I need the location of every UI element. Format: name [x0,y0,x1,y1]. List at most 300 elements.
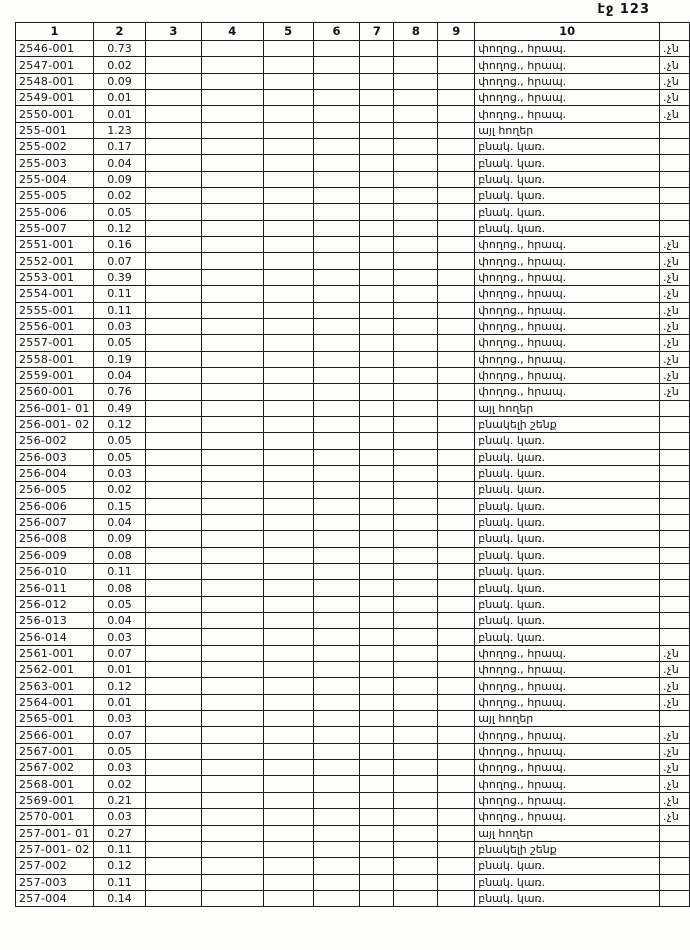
cell-empty-4 [201,318,263,334]
cell-empty-4 [201,253,263,269]
cell-empty-9 [438,122,475,138]
cell-note: բնակ. կառ. [475,465,660,481]
cell-empty-6 [313,41,360,57]
table-row [16,139,690,155]
cell-value: 0.09 [93,73,145,89]
cell-value: 0.02 [93,776,145,792]
cell-empty-9 [438,90,475,106]
cell-value: 0.08 [93,580,145,596]
table-row [16,106,690,122]
cell-empty-6 [313,220,360,236]
cell-empty-4 [201,41,263,57]
cell-note: փողոց., հրապ. [475,335,660,351]
table-row [16,384,690,400]
margin-annotation: .չն [659,645,689,661]
cell-value: 0.12 [93,858,145,874]
cell-empty-8 [394,465,438,481]
cell-empty-9 [438,269,475,285]
cell-empty-7 [360,384,394,400]
cell-empty-5 [263,743,313,759]
cell-empty-3 [145,596,201,612]
cell-empty-5 [263,564,313,580]
table-row [16,776,690,792]
cell-note: բնակելի շենք [475,841,660,857]
cell-empty-7 [360,204,394,220]
cell-code: 255-002 [16,139,94,155]
cell-value: 0.15 [93,498,145,514]
cell-note: բնակ. կառ. [475,433,660,449]
cell-empty-8 [394,139,438,155]
cell-value: 0.01 [93,662,145,678]
cell-empty-8 [394,531,438,547]
cell-empty-5 [263,825,313,841]
cell-empty-6 [313,498,360,514]
cell-code: 256-013 [16,613,94,629]
cell-empty-9 [438,858,475,874]
cell-empty-6 [313,416,360,432]
table-row [16,694,690,710]
table-row [16,890,690,906]
margin-annotation [659,580,689,596]
margin-annotation [659,122,689,138]
cell-empty-7 [360,482,394,498]
cell-empty-9 [438,727,475,743]
margin-annotation [659,400,689,416]
cell-empty-7 [360,645,394,661]
cell-empty-6 [313,433,360,449]
cell-empty-3 [145,727,201,743]
cell-code: 256-005 [16,482,94,498]
cell-empty-9 [438,776,475,792]
margin-annotation: .չն [659,760,689,776]
cell-code: 255-007 [16,220,94,236]
cell-empty-8 [394,743,438,759]
cell-empty-4 [201,122,263,138]
cell-empty-6 [313,874,360,890]
cell-note: փողոց., հրապ. [475,678,660,694]
cell-empty-7 [360,727,394,743]
margin-annotation [659,596,689,612]
cell-empty-8 [394,662,438,678]
table-row [16,645,690,661]
cell-code: 256-012 [16,596,94,612]
cell-value: 0.05 [93,433,145,449]
cell-empty-4 [201,596,263,612]
cell-empty-8 [394,220,438,236]
cell-empty-3 [145,825,201,841]
cell-empty-6 [313,792,360,808]
cell-value: 0.12 [93,220,145,236]
table-row [16,269,690,285]
cell-empty-6 [313,367,360,383]
cell-empty-4 [201,286,263,302]
cell-empty-9 [438,433,475,449]
cell-code: 257-003 [16,874,94,890]
cell-empty-8 [394,286,438,302]
margin-annotation [659,825,689,841]
cell-empty-8 [394,318,438,334]
cell-empty-8 [394,825,438,841]
cell-empty-3 [145,384,201,400]
cell-empty-5 [263,874,313,890]
cell-code: 255-005 [16,188,94,204]
margin-annotation [659,171,689,187]
cell-empty-7 [360,874,394,890]
cell-empty-6 [313,269,360,285]
cell-note: բնակ. կառ. [475,858,660,874]
cell-empty-6 [313,73,360,89]
cell-empty-5 [263,204,313,220]
cell-empty-4 [201,514,263,530]
cell-empty-5 [263,760,313,776]
cell-empty-9 [438,678,475,694]
cell-value: 0.12 [93,416,145,432]
cell-empty-4 [201,416,263,432]
table-row [16,416,690,432]
cell-empty-3 [145,580,201,596]
cell-empty-9 [438,890,475,906]
cell-note: փողոց., հրապ. [475,743,660,759]
cell-empty-6 [313,858,360,874]
table-row [16,122,690,138]
cell-empty-5 [263,547,313,563]
cell-note: բնակ. կառ. [475,580,660,596]
cell-empty-7 [360,825,394,841]
margin-annotation [659,547,689,563]
cell-value: 0.03 [93,711,145,727]
cell-empty-6 [313,155,360,171]
cell-empty-5 [263,809,313,825]
cell-value: 0.02 [93,482,145,498]
margin-annotation: .չն [659,106,689,122]
cell-empty-5 [263,139,313,155]
cell-empty-5 [263,498,313,514]
cell-empty-8 [394,302,438,318]
cell-empty-4 [201,727,263,743]
cell-empty-4 [201,449,263,465]
cell-empty-6 [313,188,360,204]
cell-empty-7 [360,367,394,383]
cell-empty-8 [394,335,438,351]
table-row [16,57,690,73]
cell-value: 0.11 [93,564,145,580]
cell-empty-7 [360,678,394,694]
cell-empty-3 [145,253,201,269]
cell-empty-7 [360,760,394,776]
margin-annotation [659,858,689,874]
table-row [16,302,690,318]
cell-code: 256-014 [16,629,94,645]
cell-empty-4 [201,792,263,808]
cell-empty-7 [360,858,394,874]
table-row [16,564,690,580]
cell-value: 0.16 [93,237,145,253]
cell-empty-5 [263,416,313,432]
cell-value: 0.04 [93,155,145,171]
cell-empty-7 [360,400,394,416]
cell-value: 0.02 [93,57,145,73]
cell-empty-8 [394,858,438,874]
cell-empty-5 [263,645,313,661]
cell-empty-5 [263,514,313,530]
table-row [16,760,690,776]
cell-value: 0.05 [93,449,145,465]
cell-empty-4 [201,694,263,710]
cell-code: 2567-001 [16,743,94,759]
cell-empty-4 [201,841,263,857]
margin-annotation [659,416,689,432]
cell-empty-7 [360,286,394,302]
cell-empty-7 [360,106,394,122]
cell-code: 2570-001 [16,809,94,825]
cell-empty-5 [263,858,313,874]
cell-value: 0.07 [93,253,145,269]
cell-value: 0.09 [93,531,145,547]
cell-empty-3 [145,351,201,367]
cell-empty-4 [201,580,263,596]
cell-empty-5 [263,580,313,596]
cell-empty-3 [145,629,201,645]
cell-empty-4 [201,776,263,792]
table-row [16,449,690,465]
cell-empty-7 [360,498,394,514]
cell-empty-3 [145,171,201,187]
cell-empty-3 [145,106,201,122]
cell-empty-4 [201,73,263,89]
cell-empty-4 [201,858,263,874]
cell-empty-9 [438,73,475,89]
margin-annotation [659,188,689,204]
table-row [16,318,690,334]
cell-empty-3 [145,416,201,432]
margin-annotation [659,711,689,727]
cell-empty-3 [145,433,201,449]
cell-empty-9 [438,482,475,498]
cell-note: բնակ. կառ. [475,514,660,530]
cell-empty-5 [263,678,313,694]
cell-empty-5 [263,596,313,612]
margin-annotation: .չն [659,367,689,383]
cell-note: բնակ. կառ. [475,874,660,890]
margin-annotation: .չն [659,743,689,759]
page-number-label: էջ 123 [597,2,650,17]
cell-empty-7 [360,662,394,678]
cell-code: 255-001 [16,122,94,138]
cell-note: բնակ. կառ. [475,596,660,612]
cell-empty-9 [438,465,475,481]
cell-note: այլ հողեր [475,825,660,841]
margin-annotation [659,449,689,465]
cell-empty-5 [263,220,313,236]
cell-empty-6 [313,613,360,629]
cell-code: 2565-001 [16,711,94,727]
table-row [16,41,690,57]
cell-empty-3 [145,841,201,857]
table-row [16,678,690,694]
cell-empty-5 [263,433,313,449]
cell-empty-8 [394,547,438,563]
cell-code: 257-002 [16,858,94,874]
cell-value: 0.73 [93,41,145,57]
cell-note: բնակ. կառ. [475,564,660,580]
cell-empty-3 [145,286,201,302]
cell-empty-8 [394,564,438,580]
cell-code: 256-010 [16,564,94,580]
cell-empty-5 [263,122,313,138]
cell-empty-6 [313,841,360,857]
cell-empty-9 [438,514,475,530]
cell-empty-3 [145,482,201,498]
margin-annotation: .չն [659,335,689,351]
cell-empty-9 [438,155,475,171]
margin-annotation [659,613,689,629]
cell-empty-3 [145,743,201,759]
column-header-2: 2 [93,23,145,41]
cell-empty-6 [313,237,360,253]
cell-empty-7 [360,220,394,236]
cell-empty-7 [360,629,394,645]
cell-note: բնակ. կառ. [475,155,660,171]
cell-empty-8 [394,694,438,710]
cell-code: 2555-001 [16,302,94,318]
cell-empty-7 [360,57,394,73]
cell-empty-9 [438,302,475,318]
cell-code: 255-003 [16,155,94,171]
cell-empty-7 [360,449,394,465]
cell-note: փողոց., հրապ. [475,90,660,106]
cell-code: 2563-001 [16,678,94,694]
cell-empty-7 [360,433,394,449]
cell-note: փողոց., հրապ. [475,351,660,367]
margin-annotation [659,433,689,449]
table-row [16,204,690,220]
cell-empty-8 [394,760,438,776]
cell-empty-4 [201,890,263,906]
cell-note: փողոց., հրապ. [475,384,660,400]
cell-empty-4 [201,269,263,285]
margin-annotation: .չն [659,57,689,73]
cell-empty-3 [145,318,201,334]
table-row [16,482,690,498]
cell-value: 0.11 [93,841,145,857]
cell-empty-9 [438,318,475,334]
cell-empty-4 [201,106,263,122]
cell-value: 0.11 [93,286,145,302]
cell-value: 0.14 [93,890,145,906]
cell-empty-6 [313,253,360,269]
cell-code: 2557-001 [16,335,94,351]
cell-empty-4 [201,384,263,400]
cell-empty-4 [201,220,263,236]
cell-empty-7 [360,711,394,727]
cell-empty-7 [360,841,394,857]
cell-empty-5 [263,57,313,73]
data-table [15,22,690,907]
cell-empty-3 [145,514,201,530]
margin-annotation: .չն [659,237,689,253]
cell-empty-4 [201,629,263,645]
table-row [16,400,690,416]
cell-empty-6 [313,400,360,416]
cell-empty-6 [313,727,360,743]
cell-note: փողոց., հրապ. [475,57,660,73]
cell-empty-4 [201,645,263,661]
cell-empty-5 [263,482,313,498]
cell-value: 0.07 [93,727,145,743]
cell-empty-5 [263,367,313,383]
cell-empty-5 [263,384,313,400]
cell-note: փողոց., հրապ. [475,318,660,334]
cell-code: 2561-001 [16,645,94,661]
cell-empty-5 [263,531,313,547]
cell-empty-8 [394,874,438,890]
cell-empty-3 [145,498,201,514]
cell-note: փողոց., հրապ. [475,694,660,710]
cell-code: 2569-001 [16,792,94,808]
table-row [16,874,690,890]
column-header-1: 1 [16,23,94,41]
table-row [16,514,690,530]
cell-value: 0.03 [93,318,145,334]
table-row [16,171,690,187]
margin-annotation: .չն [659,678,689,694]
cell-empty-7 [360,237,394,253]
cell-note: բնակ. կառ. [475,890,660,906]
cell-code: 2549-001 [16,90,94,106]
cell-empty-3 [145,711,201,727]
cell-value: 0.19 [93,351,145,367]
cell-note: այլ հողեր [475,711,660,727]
cell-note: բնակելի շենք [475,416,660,432]
cell-code: 2550-001 [16,106,94,122]
cell-empty-7 [360,547,394,563]
cell-empty-6 [313,106,360,122]
cell-code: 256-002 [16,433,94,449]
table-row [16,155,690,171]
cell-empty-4 [201,613,263,629]
cell-code: 2551-001 [16,237,94,253]
cell-empty-8 [394,41,438,57]
cell-value: 0.11 [93,874,145,890]
cell-empty-7 [360,531,394,547]
cell-empty-4 [201,743,263,759]
cell-empty-8 [394,416,438,432]
table-row [16,253,690,269]
cell-empty-8 [394,73,438,89]
cell-empty-4 [201,90,263,106]
cell-value: 0.05 [93,335,145,351]
cell-empty-8 [394,580,438,596]
cell-empty-3 [145,57,201,73]
cell-empty-6 [313,384,360,400]
cell-empty-4 [201,711,263,727]
cell-code: 255-006 [16,204,94,220]
table-row [16,367,690,383]
table-row [16,743,690,759]
cell-empty-8 [394,482,438,498]
cell-empty-9 [438,220,475,236]
cell-empty-8 [394,711,438,727]
table-row [16,531,690,547]
cell-value: 0.05 [93,743,145,759]
cell-empty-9 [438,253,475,269]
cell-value: 0.05 [93,596,145,612]
cell-empty-6 [313,564,360,580]
cell-empty-6 [313,629,360,645]
cell-note: փողոց., հրապ. [475,809,660,825]
cell-empty-3 [145,531,201,547]
cell-value: 0.05 [93,204,145,220]
